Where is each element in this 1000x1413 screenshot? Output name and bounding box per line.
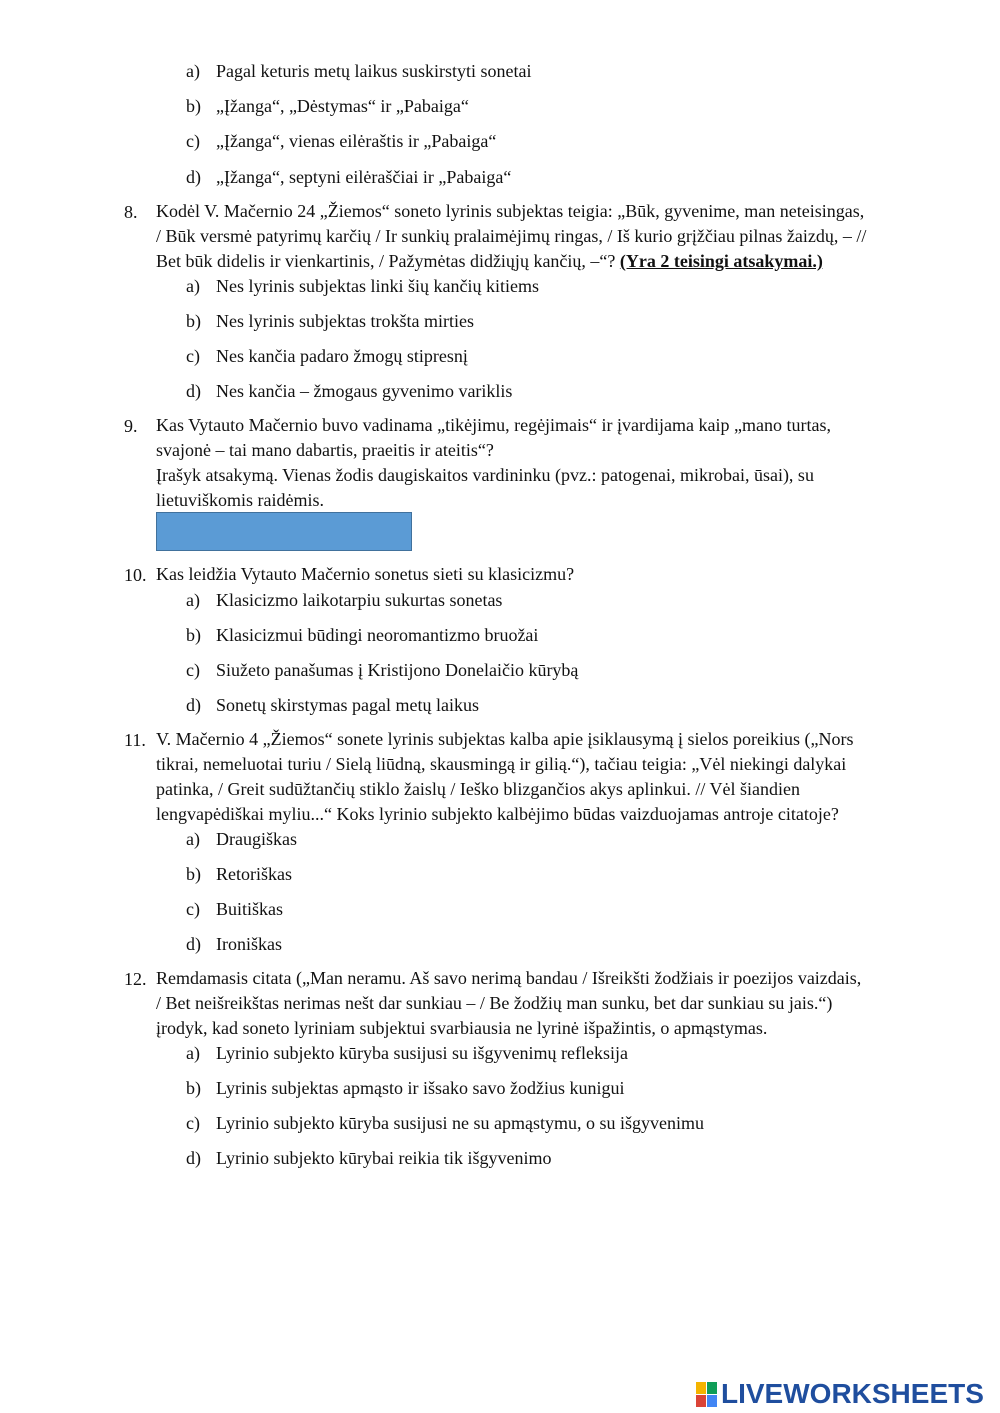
question-8-note: (Yra 2 teisingi atsakymai.)	[619, 251, 823, 271]
q11-option-d[interactable]: Ironiškas	[216, 934, 282, 954]
option-letter: b)	[186, 311, 201, 331]
question-number: 11.	[124, 730, 146, 750]
question-number: 8.	[124, 202, 138, 222]
q12-option-a[interactable]: Lyrinio subjekto kūryba susijusi su išgyvenimų refleksija	[216, 1043, 628, 1063]
liveworksheets-logo	[696, 1379, 984, 1409]
q10-option-b[interactable]: Klasicizmui būdingi neoromantizmo bruožai	[216, 625, 539, 645]
option-letter: c)	[186, 899, 200, 919]
q8-option-a[interactable]: Nes lyrinis subjektas linki šių kančių kitiems	[216, 276, 539, 296]
question-11-line-1: V. Mačernio 4 „Žiemos“ sonete lyrinis subjektas kalba apie įsiklausymą į sielos poreikius („Nors	[156, 729, 854, 749]
q7-option-b[interactable]: „Įžanga“, „Dėstymas“ ir „Pabaiga“	[216, 96, 469, 116]
q12-option-b[interactable]: Lyrinis subjektas apmąsto ir išsako savo žodžius kunigui	[216, 1078, 625, 1098]
option-letter: a)	[186, 1043, 200, 1063]
question-8-line-3-text: Bet būk didelis ir vienkartinis, / Pažymėtas didžiųjų kančių, –“?	[156, 251, 620, 271]
option-letter: d)	[186, 1148, 201, 1168]
logo-square-icon	[696, 1395, 706, 1407]
answer-input[interactable]	[156, 512, 412, 551]
logo-square-icon	[707, 1395, 717, 1407]
option-letter: a)	[186, 61, 200, 81]
q10-option-d[interactable]: Sonetų skirstymas pagal metų laikus	[216, 695, 479, 715]
q8-option-b[interactable]: Nes lyrinis subjektas trokšta mirties	[216, 311, 474, 331]
question-11-line-4: lengvapėdiškai myliu...“ Koks lyrinio subjekto kalbėjimo būdas vaizduojamas antroje citatoje?	[156, 804, 839, 824]
option-letter: a)	[186, 829, 200, 849]
option-letter: b)	[186, 96, 201, 116]
option-letter: d)	[186, 695, 201, 715]
question-11-line-3: patinka, / Greit sudūžtančių stiklo žaislų / Ieško blizgančios akys aplinkui. // Vėl šiandien	[156, 779, 801, 799]
q7-option-c[interactable]: „Įžanga“, vienas eilėraštis ir „Pabaiga“	[216, 131, 497, 151]
q10-option-a[interactable]: Klasicizmo laikotarpiu sukurtas sonetas	[216, 590, 503, 610]
logo-square-icon	[696, 1382, 706, 1394]
option-letter: d)	[186, 381, 201, 401]
question-12-line-2: / Bet neišreikštas nerimas nešt dar sunkiau – / Be žodžių man sunku, bet dar sunkiau su jais.“)	[156, 993, 833, 1013]
question-12-line-3: įrodyk, kad soneto lyriniam subjektui svarbiausia ne lyrinė išpažintis, o apmąstymas.	[156, 1018, 768, 1038]
option-letter: a)	[186, 276, 200, 296]
question-number: 12.	[124, 969, 147, 989]
question-number: 10.	[124, 565, 147, 585]
q10-option-c[interactable]: Siužeto panašumas į Kristijono Donelaičio kūrybą	[216, 660, 579, 680]
q7-option-d[interactable]: „Įžanga“, septyni eilėraščiai ir „Pabaiga“	[216, 167, 512, 187]
q11-option-a[interactable]: Draugiškas	[216, 829, 297, 849]
q8-option-d[interactable]: Nes kančia – žmogaus gyvenimo variklis	[216, 381, 513, 401]
q12-option-d[interactable]: Lyrinio subjekto kūrybai reikia tik išgyvenimo	[216, 1148, 552, 1168]
q7-option-a[interactable]: Pagal keturis metų laikus suskirstyti sonetai	[216, 61, 532, 81]
logo-square-icon	[707, 1382, 717, 1394]
question-12-line-1: Remdamasis citata („Man neramu. Aš savo nerimą bandau / Išreikšti žodžiais ir poezijos vaizdais,	[156, 968, 862, 988]
question-9-line-3: Įrašyk atsakymą. Vienas žodis daugiskaitos vardininku (pvz.: patogenai, mikrobai, ūsai), su	[156, 465, 814, 485]
question-11-line-2: tikrai, nemeluotai turiu / Sielą liūdną, skausmingą ir gilią.“), tačiau teigia: „Vėl niekingi dalykai	[156, 754, 847, 774]
option-letter: d)	[186, 167, 201, 187]
question-10-line-1: Kas leidžia Vytauto Mačernio sonetus sieti su klasicizmu?	[156, 564, 575, 584]
option-letter: b)	[186, 625, 201, 645]
option-letter: b)	[186, 864, 201, 884]
question-9-line-4: lietuviškomis raidėmis.	[156, 490, 324, 510]
option-letter: c)	[186, 131, 200, 151]
option-letter: c)	[186, 660, 200, 680]
option-letter: d)	[186, 934, 201, 954]
q12-option-c[interactable]: Lyrinio subjekto kūryba susijusi ne su apmąstymu, o su išgyvenimu	[216, 1113, 704, 1133]
question-9-line-2: svajonė – tai mano dabartis, praeitis ir ateitis“?	[156, 440, 494, 460]
q11-option-b[interactable]: Retoriškas	[216, 864, 292, 884]
q11-option-c[interactable]: Buitiškas	[216, 899, 284, 919]
option-letter: b)	[186, 1078, 201, 1098]
option-letter: c)	[186, 1113, 200, 1133]
option-letter: a)	[186, 590, 200, 610]
question-8-line-2: / Būk versmė patyrimų karčių / Ir sunkių pralaimėjimų ringas, / Iš kurio grįžčiau pilnas žaizdų, – //	[156, 226, 867, 246]
logo-mark-icon	[696, 1382, 717, 1407]
question-number: 9.	[124, 416, 138, 436]
option-letter: c)	[186, 346, 200, 366]
q8-option-c[interactable]: Nes kančia padaro žmogų stipresnį	[216, 346, 468, 366]
logo-text: LIVEWORKSHEETS	[721, 1378, 984, 1409]
question-9-line-1: Kas Vytauto Mačernio buvo vadinama „tikėjimu, regėjimais“ ir įvardijama kaip „mano turtas,	[156, 415, 831, 435]
question-8-line-1: Kodėl V. Mačernio 24 „Žiemos“ soneto lyrinis subjektas teigia: „Būk, gyvenime, man neteisingas,	[156, 201, 865, 221]
question-8-line-3	[156, 249, 823, 274]
